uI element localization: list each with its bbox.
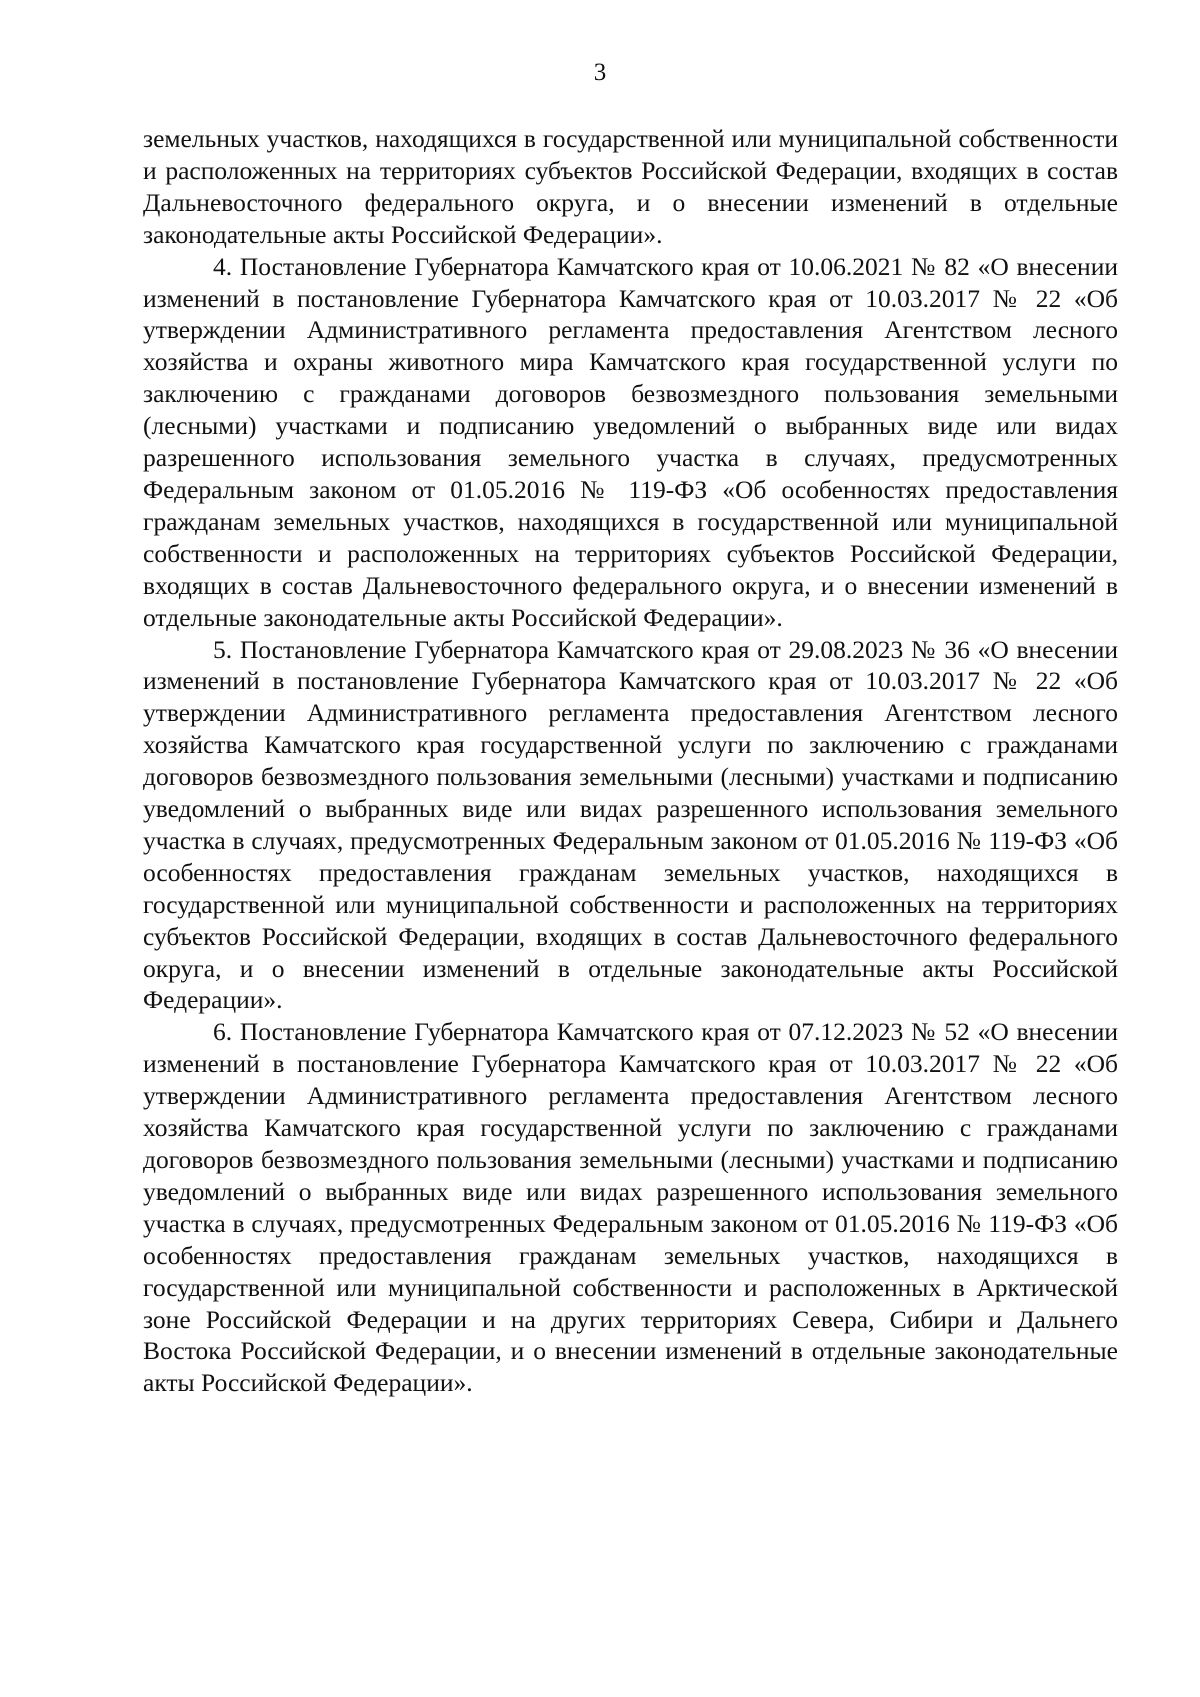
list-item-4: 4. Постановление Губернатора Камчатского края от 10.06.2021 № 82 «О внесении изменений в постановление Губернатора Камчатского края от 10.03.2017 № 22 «Об утверждении Административного регламента предоставления Агентством лесного хозяйства и охраны животного мира Камчатского края государственной услуги по заключению с гражданами договоров безвозмездного пользования земельными (лесными) участками и подписанию уведомлений о выбранных виде или видах разрешенного использования земельного участка в случаях, предусмотренных Федеральным законом от 01.05.2016 № 119-ФЗ «Об особенностях предоставления гражданам земельных участков, находящихся в государственной или муниципальной собственности и расположенных на территориях субъектов Российской Федерации, входящих в состав Дальневосточного федерального округа, и о внесении изменений в отдельные законодательные акты Российской Федерации».: [143, 251, 1118, 632]
page-number: 3: [593, 59, 607, 86]
list-item-6: 6. Постановление Губернатора Камчатского края от 07.12.2023 № 52 «О внесении изменений в постановление Губернатора Камчатского края от 10.03.2017 № 22 «Об утверждении Административного регламента предоставления Агентством лесного хозяйства Камчатского края государственной услуги по заключению с гражданами договоров безвозмездного пользования земельными (лесными) участками и подписанию уведомлений о выбранных виде или видах разрешенного использования земельного участка в случаях, предусмотренных Федеральным законом от 01.05.2016 № 119-ФЗ «Об особенностях предоставления гражданам земельных участков, находящихся в государственной или муниципальной собственности и расположенных в Арктической зоне Российской Федерации и на других территориях Севера, Сибири и Дальнего Востока Российской Федерации, и о внесении изменений в отдельные законодательные акты Российской Федерации».: [143, 1017, 1118, 1398]
document-body: [143, 123, 1118, 1399]
paragraph-continuation: земельных участков, находящихся в государственной или муниципальной собственности и расположенных на территориях субъектов Российской Федерации, входящих в состав Дальневосточного федерального округа, и о внесении изменений в отдельные законодательные акты Российской Федерации».: [143, 124, 1118, 249]
list-item-5: 5. Постановление Губернатора Камчатского края от 29.08.2023 № 36 «О внесении изменений в постановление Губернатора Камчатского края от 10.03.2017 № 22 «Об утверждении Административного регламента предоставления Агентством лесного хозяйства Камчатского края государственной услуги по заключению с гражданами договоров безвозмездного пользования земельными (лесными) участками и подписанию уведомлений о выбранных виде или видах разрешенного использования земельного участка в случаях, предусмотренных Федеральным законом от 01.05.2016 № 119-ФЗ «Об особенностях предоставления гражданам земельных участков, находящихся в государственной или муниципальной собственности и расположенных на территориях субъектов Российской Федерации, входящих в состав Дальневосточного федерального округа, и о внесении изменений в отдельные законодательные акты Российской Федерации».: [143, 634, 1118, 1015]
